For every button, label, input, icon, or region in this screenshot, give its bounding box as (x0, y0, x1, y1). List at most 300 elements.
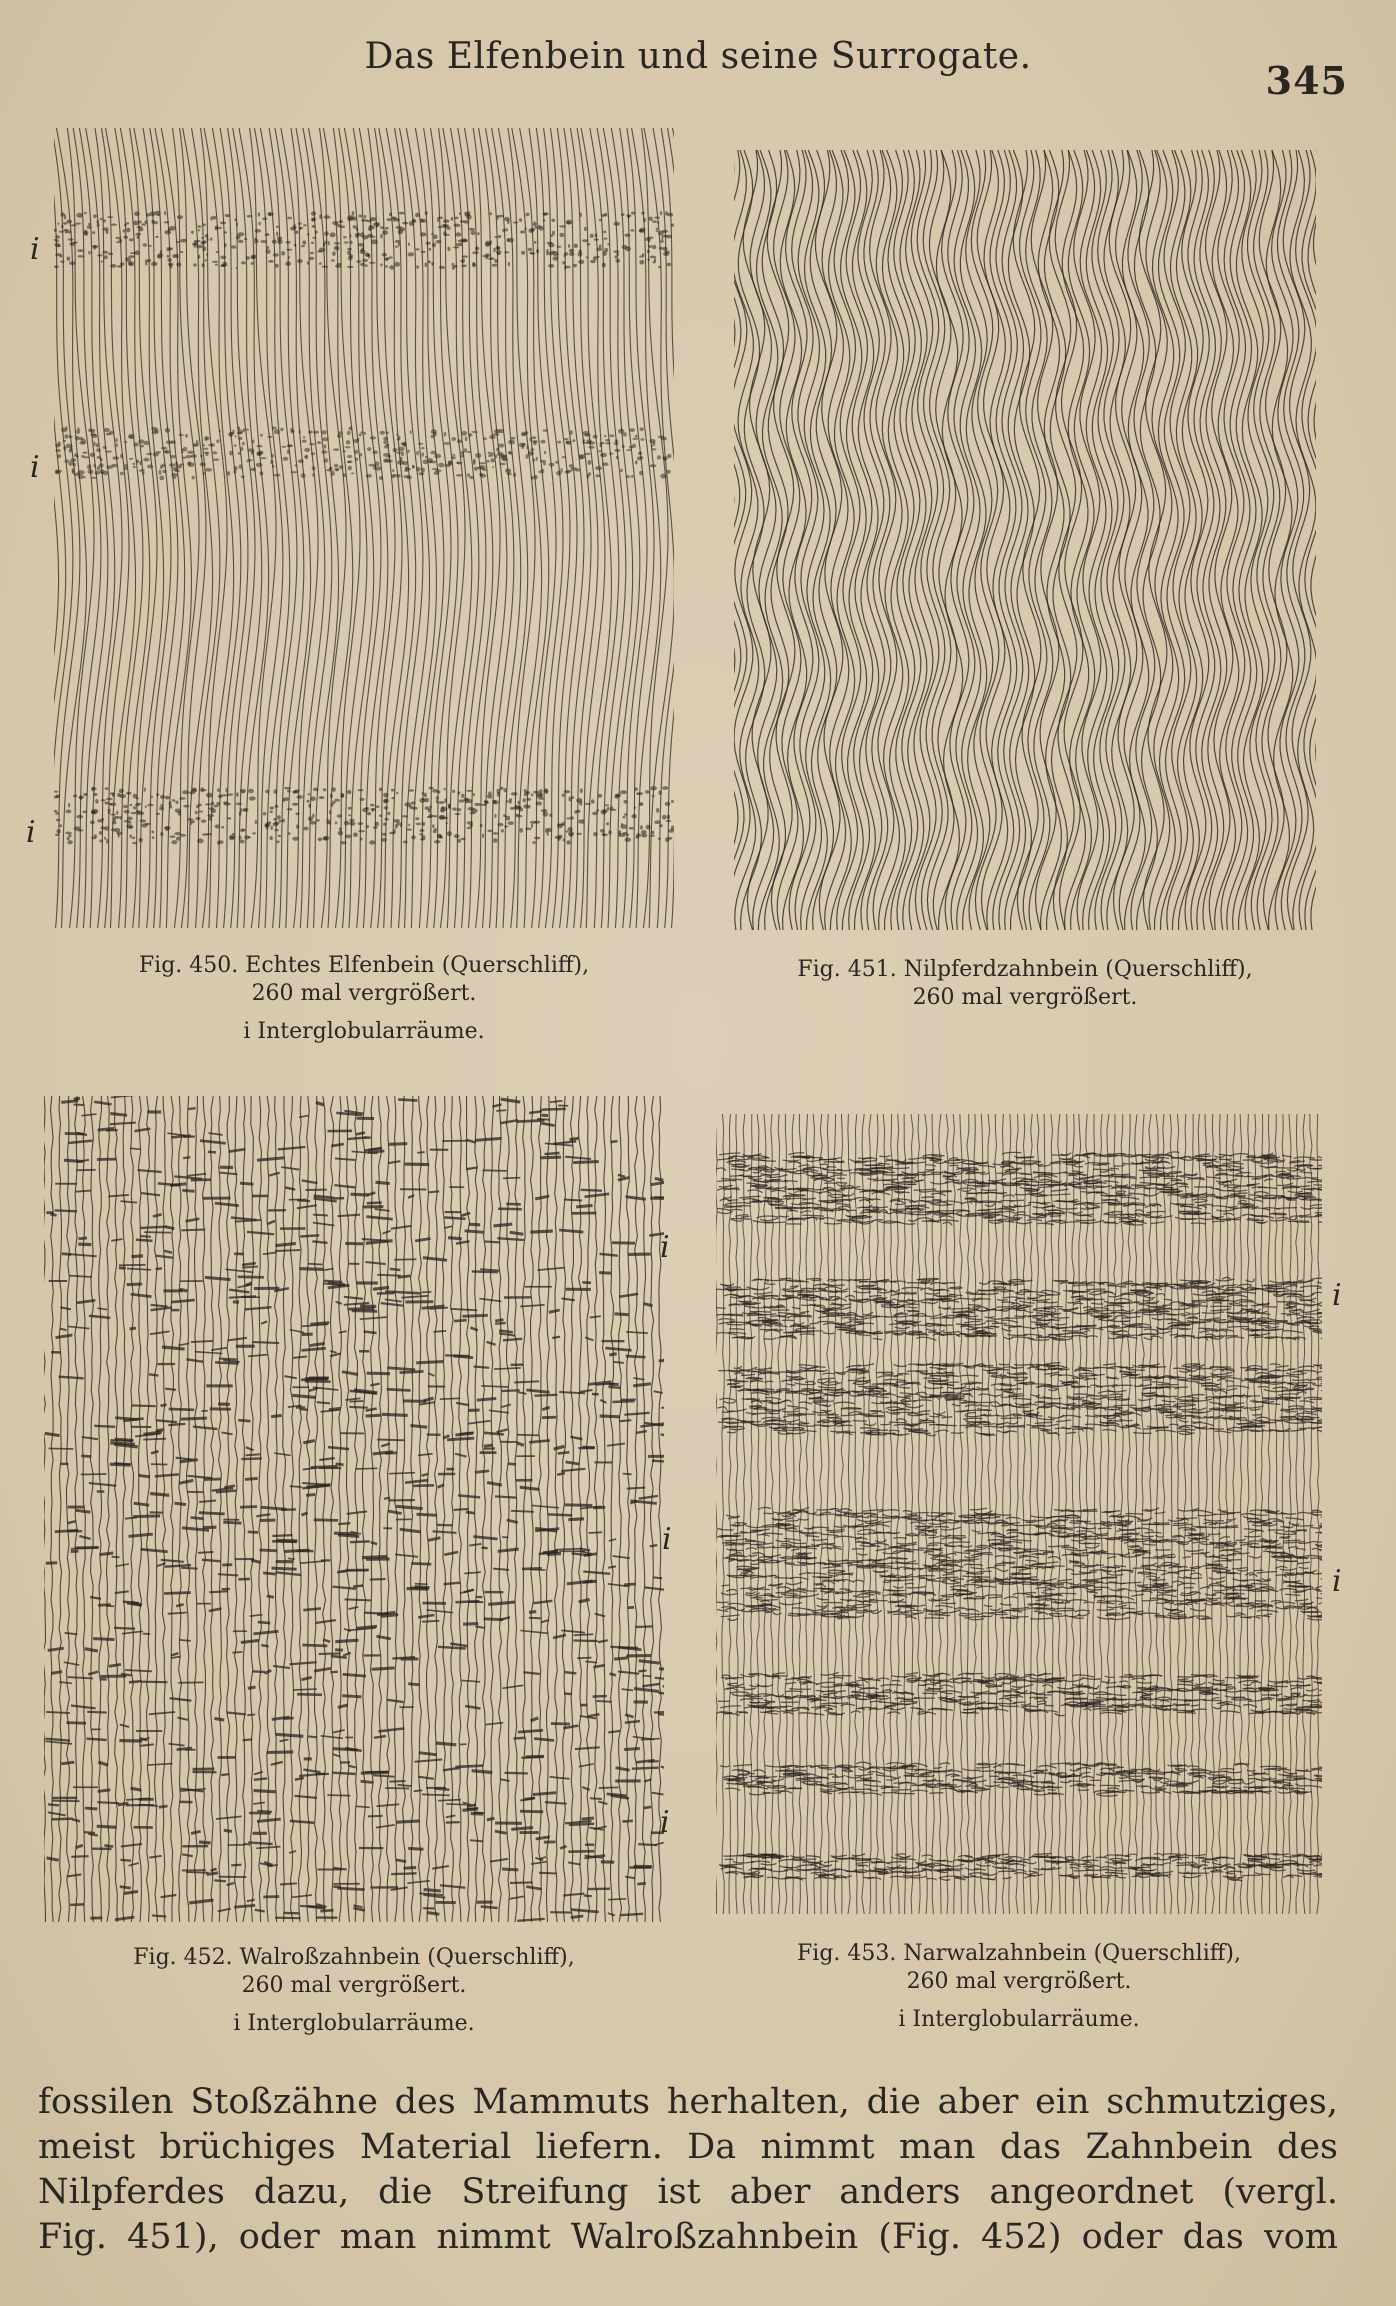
engraving-line (517, 1120, 545, 1121)
engraving-line (265, 1670, 272, 1673)
interglobular-dot (371, 239, 378, 244)
engraving-line (529, 1440, 550, 1442)
interglobular-dot (102, 251, 108, 254)
engraving-line (550, 1777, 570, 1779)
interglobular-dot (237, 432, 243, 434)
interglobular-dot (343, 473, 346, 477)
engraving-line (361, 1781, 373, 1782)
interglobular-dot (652, 245, 656, 249)
interglobular-dot (472, 431, 478, 433)
engraving-line (873, 1339, 882, 1340)
engraving-line (222, 1432, 233, 1434)
interglobular-dot (639, 260, 644, 265)
interglobular-dot (188, 462, 195, 467)
interglobular-dot (128, 826, 134, 829)
interglobular-dot (497, 823, 503, 827)
interglobular-dot (425, 211, 428, 215)
engraving-line (614, 1658, 628, 1659)
engraving-line (960, 1114, 962, 1914)
interglobular-dot (248, 448, 254, 452)
interglobular-dot (428, 814, 432, 818)
interglobular-dot (456, 243, 463, 247)
engraving-line (585, 1661, 597, 1662)
engraving-line (300, 1409, 308, 1410)
engraving-line (760, 1218, 778, 1221)
engraving-line (1121, 1197, 1139, 1199)
interglobular-dot (147, 259, 151, 262)
interglobular-dot (503, 788, 506, 792)
engraving-line (214, 1880, 226, 1881)
caption-line: 260 mal vergrößert. (251, 981, 477, 1006)
interglobular-dot (275, 264, 279, 268)
engraving-line (1151, 1222, 1164, 1224)
interglobular-dot (431, 233, 433, 235)
engraving-line (850, 1159, 861, 1161)
interglobular-dot (240, 808, 242, 812)
interglobular-dot (538, 225, 541, 229)
interglobular-dot (284, 797, 288, 801)
engraving-line (1254, 1337, 1264, 1338)
engraving-line (1265, 1195, 1285, 1196)
interglobular-dot (133, 221, 139, 226)
engraving-line (942, 1283, 956, 1284)
engraving-line (150, 1494, 169, 1496)
interglobular-dot (149, 212, 155, 217)
engraving-line (931, 1172, 943, 1173)
interglobular-dot (270, 836, 273, 840)
interglobular-dot (120, 262, 125, 266)
engraving-line (446, 1804, 466, 1805)
interglobular-dot (563, 839, 565, 842)
engraving-line (609, 1387, 621, 1388)
engraving-line (1156, 1189, 1174, 1190)
engraving-line (151, 1307, 172, 1310)
interglobular-dot (615, 259, 620, 263)
interglobular-dot (552, 231, 555, 236)
interglobular-dot (504, 251, 509, 253)
interglobular-dot (419, 833, 423, 835)
interglobular-dot (357, 260, 362, 263)
engraving-line (1009, 1200, 1024, 1201)
engraving-line (573, 1162, 599, 1163)
engraving-line (179, 1480, 193, 1483)
interglobular-dot (451, 217, 454, 221)
interglobular-dot (499, 463, 505, 465)
interglobular-dot (159, 807, 164, 811)
engraving-line (415, 1584, 428, 1585)
interglobular-dot (299, 430, 301, 434)
engraving-line (1015, 1222, 1032, 1224)
interglobular-dot (392, 474, 396, 477)
engraving-line (367, 1203, 382, 1204)
figure-452-marker: i (660, 1805, 670, 1840)
engraving-line (131, 1788, 142, 1790)
engraving-line (94, 1102, 111, 1105)
engraving-line (757, 150, 783, 930)
engraving-line (150, 1331, 170, 1334)
engraving-line (368, 1816, 383, 1817)
interglobular-dot (415, 248, 419, 250)
engraving-line (487, 1818, 495, 1820)
interglobular-dot (331, 259, 335, 261)
engraving-line (824, 1183, 837, 1184)
interglobular-dot (373, 826, 378, 829)
engraving-line (1073, 1166, 1083, 1167)
interglobular-dot (108, 253, 114, 256)
engraving-line (757, 1114, 759, 1914)
engraving-line (228, 1338, 247, 1341)
interglobular-dot (482, 834, 484, 839)
engraving-line (970, 1161, 988, 1163)
engraving-line (82, 1114, 97, 1116)
interglobular-dot (424, 793, 427, 798)
interglobular-dot (660, 211, 662, 215)
engraving-line (883, 1114, 885, 1914)
interglobular-dot (607, 807, 610, 811)
interglobular-dot (431, 429, 437, 434)
interglobular-dot (68, 238, 74, 241)
interglobular-dot (104, 255, 108, 259)
engraving-line (435, 1096, 438, 1922)
interglobular-dot (662, 815, 667, 820)
engraving-line (652, 1793, 664, 1795)
engraving-line (961, 1375, 979, 1376)
interglobular-dot (172, 799, 175, 802)
engraving-line (1270, 1213, 1286, 1214)
engraving-line (650, 1545, 658, 1546)
engraving-line (517, 1435, 539, 1436)
engraving-line (984, 150, 1011, 930)
interglobular-dot (183, 805, 190, 808)
interglobular-dot (129, 436, 133, 439)
engraving-line (1300, 1401, 1315, 1403)
engraving-line (582, 1447, 595, 1448)
interglobular-dot (662, 456, 667, 461)
interglobular-dot (634, 806, 636, 809)
engraving-line (331, 1656, 347, 1658)
figure-453-illustration (716, 1114, 1322, 1914)
interglobular-dot (260, 240, 267, 243)
interglobular-dot (156, 813, 160, 815)
engraving-line (49, 1448, 74, 1449)
interglobular-dot (356, 233, 360, 237)
interglobular-dot (63, 440, 66, 442)
engraving-line (1002, 1320, 1018, 1322)
interglobular-dot (629, 827, 634, 830)
interglobular-dot (457, 839, 461, 843)
engraving-line (50, 1214, 56, 1215)
engraving-line (253, 1803, 264, 1804)
interglobular-dot (466, 790, 472, 792)
interglobular-dot (603, 251, 607, 256)
engraving-line (806, 1114, 808, 1914)
interglobular-dot (367, 447, 371, 451)
engraving-line (1059, 1375, 1079, 1378)
engraving-line (790, 1285, 799, 1286)
interglobular-dot (464, 448, 467, 453)
engraving-line (237, 1285, 250, 1288)
interglobular-dot (312, 466, 316, 470)
engraving-line (127, 1284, 143, 1285)
interglobular-dot (343, 450, 346, 452)
interglobular-dot (310, 252, 314, 255)
interglobular-dot (319, 262, 322, 265)
interglobular-dot (568, 244, 570, 248)
interglobular-dot (88, 469, 94, 474)
engraving-line (165, 1565, 191, 1567)
interglobular-dot (288, 832, 291, 835)
engraving-line (659, 1361, 665, 1362)
engraving-line (932, 1114, 934, 1914)
engraving-line (1318, 1221, 1322, 1222)
interglobular-dot (292, 837, 299, 841)
interglobular-dot (589, 446, 595, 449)
engraving-line (561, 1630, 585, 1632)
engraving-line (534, 1739, 554, 1741)
engraving-line (576, 1206, 592, 1207)
interglobular-dot (626, 449, 632, 451)
interglobular-dot (504, 826, 508, 828)
engraving-line (1252, 1179, 1260, 1180)
engraving-line (115, 1096, 118, 1922)
engraving-line (175, 1503, 187, 1505)
engraving-line (131, 1294, 152, 1296)
engraving-line (1230, 1304, 1248, 1306)
interglobular-dot (500, 787, 504, 790)
engraving-line (598, 1801, 607, 1804)
engraving-line (533, 1601, 552, 1603)
interglobular-dot (630, 428, 635, 432)
engraving-line (1318, 1166, 1322, 1167)
engraving-line (716, 1308, 726, 1309)
engraving-line (479, 1299, 501, 1302)
engraving-line (284, 1550, 309, 1551)
interglobular-dot (408, 252, 415, 256)
interglobular-dot (193, 443, 199, 446)
interglobular-dot (272, 427, 277, 430)
interglobular-dot (152, 431, 159, 435)
engraving-line (390, 1269, 401, 1270)
interglobular-dot (574, 467, 577, 470)
figure-452-marker: i (662, 1522, 672, 1557)
interglobular-dot (332, 787, 336, 792)
engraving-line (503, 1685, 524, 1688)
engraving-line (1300, 1300, 1315, 1302)
engraving-line (292, 1895, 312, 1897)
interglobular-dot (265, 823, 267, 827)
engraving-line (907, 1210, 923, 1212)
engraving-line (882, 1374, 894, 1375)
engraving-line (136, 1240, 153, 1241)
engraving-line (151, 1451, 158, 1453)
interglobular-dot (138, 439, 144, 443)
engraving-line (342, 1696, 361, 1697)
interglobular-dot (539, 789, 542, 793)
interglobular-dot (393, 819, 400, 823)
interglobular-dot (263, 812, 267, 815)
interglobular-dot (196, 245, 203, 249)
interglobular-dot (319, 796, 325, 799)
interglobular-dot (315, 230, 318, 233)
engraving-line (271, 1415, 282, 1416)
engraving-line (729, 1321, 751, 1322)
engraving-line (55, 1530, 79, 1531)
engraving-line (108, 1195, 129, 1197)
engraving-line (620, 1914, 643, 1915)
engraving-line (218, 1574, 238, 1575)
engraving-line (1163, 1114, 1165, 1914)
interglobular-dot (313, 788, 319, 792)
engraving-line (467, 1805, 476, 1807)
interglobular-dot (439, 266, 445, 269)
engraving-line (993, 1287, 1003, 1288)
engraving-line (199, 1513, 225, 1514)
engraving-line (564, 1694, 572, 1695)
interglobular-dot (410, 430, 412, 434)
engraving-line (1033, 1172, 1050, 1173)
interglobular-dot (284, 787, 291, 790)
engraving-line (400, 1529, 421, 1532)
engraving-line (1308, 1379, 1322, 1380)
interglobular-dot (548, 264, 554, 268)
engraving-line (541, 1115, 548, 1116)
interglobular-dot (221, 826, 224, 829)
interglobular-dot (210, 237, 212, 240)
interglobular-dot (658, 791, 661, 796)
engraving-line (226, 1269, 254, 1272)
interglobular-dot (249, 796, 256, 800)
engraving-line (1004, 1297, 1022, 1299)
interglobular-dot (324, 215, 331, 219)
interglobular-dot (68, 803, 70, 808)
interglobular-dot (197, 839, 204, 844)
interglobular-dot (488, 455, 491, 457)
interglobular-dot (380, 226, 384, 229)
engraving-line (168, 1424, 185, 1425)
engraving-line (387, 1389, 411, 1390)
engraving-line (1284, 1308, 1292, 1309)
engraving-line (1282, 1331, 1303, 1333)
engraving-line (377, 1275, 401, 1276)
engraving-line (149, 1374, 158, 1375)
interglobular-dot (370, 808, 376, 810)
interglobular-dot (308, 793, 311, 795)
interglobular-dot (625, 246, 631, 251)
engraving-line (493, 1569, 509, 1570)
interglobular-dot (448, 803, 450, 808)
engraving-line (639, 1661, 660, 1663)
interglobular-dot (503, 814, 506, 817)
interglobular-dot (286, 241, 291, 244)
interglobular-dot (421, 447, 425, 449)
engraving-line (835, 1173, 844, 1174)
engraving-line (416, 1362, 443, 1363)
engraving-line (764, 1338, 776, 1339)
engraving-line (290, 1662, 317, 1664)
engraving-line (1074, 150, 1101, 930)
engraving-line (159, 1806, 168, 1807)
engraving-line (403, 1096, 406, 1922)
interglobular-dot (69, 261, 76, 265)
interglobular-dot (353, 439, 359, 443)
interglobular-dot (273, 818, 276, 821)
interglobular-dot (465, 214, 471, 217)
engraving-line (726, 1380, 745, 1381)
engraving-line (1230, 1193, 1247, 1194)
engraving-line (107, 1096, 110, 1922)
interglobular-dot (383, 823, 387, 826)
engraving-line (308, 1264, 323, 1265)
interglobular-dot (267, 246, 269, 249)
interglobular-dot (124, 224, 127, 227)
engraving-line (221, 1774, 229, 1775)
engraving-line (227, 1883, 235, 1885)
interglobular-dot (473, 461, 475, 465)
engraving-line (1002, 1152, 1021, 1154)
engraving-line (609, 1354, 616, 1355)
interglobular-dot (477, 232, 480, 235)
interglobular-dot (370, 217, 377, 221)
interglobular-dot (513, 472, 516, 477)
interglobular-dot (120, 472, 124, 476)
interglobular-dot (632, 438, 638, 440)
interglobular-dot (311, 211, 316, 215)
engraving-line (541, 1123, 555, 1126)
engraving-line (481, 1907, 498, 1909)
engraving-line (511, 1511, 534, 1512)
interglobular-dot (56, 819, 60, 822)
interglobular-dot (205, 468, 212, 472)
interglobular-dot (318, 837, 323, 841)
interglobular-dot (604, 435, 606, 438)
engraving-line (323, 1640, 330, 1642)
engraving-line (78, 1244, 91, 1245)
interglobular-dot (408, 243, 410, 246)
interglobular-dot (328, 241, 330, 245)
interglobular-dot (639, 471, 643, 475)
interglobular-dot (461, 455, 464, 458)
engraving-line (336, 1302, 342, 1304)
engraving-line (774, 150, 801, 930)
engraving-line (438, 1800, 461, 1801)
engraving-line (561, 1469, 585, 1471)
engraving-line (865, 1416, 885, 1417)
interglobular-dot (416, 467, 421, 472)
engraving-line (372, 1668, 395, 1670)
interglobular-dot (473, 793, 475, 796)
interglobular-dot (609, 453, 613, 455)
interglobular-dot (340, 841, 346, 844)
engraving-line (1168, 1323, 1185, 1324)
engraving-line (484, 1445, 493, 1446)
caption-line: i Interglobularräume. (243, 1019, 485, 1044)
engraving-line (1264, 1179, 1273, 1181)
engraving-line (915, 1180, 924, 1181)
engraving-line (1003, 1195, 1015, 1197)
engraving-line (1297, 1317, 1315, 1319)
interglobular-dot (96, 448, 101, 452)
interglobular-dot (97, 819, 104, 822)
interglobular-dot (444, 788, 446, 790)
interglobular-dot (76, 213, 83, 218)
interglobular-dot (530, 448, 534, 451)
engraving-line (258, 1622, 271, 1623)
engraving-line (475, 1138, 501, 1140)
engraving-line (211, 1869, 217, 1871)
interglobular-dot (501, 829, 504, 832)
interglobular-dot (557, 246, 562, 248)
interglobular-dot (518, 801, 520, 805)
